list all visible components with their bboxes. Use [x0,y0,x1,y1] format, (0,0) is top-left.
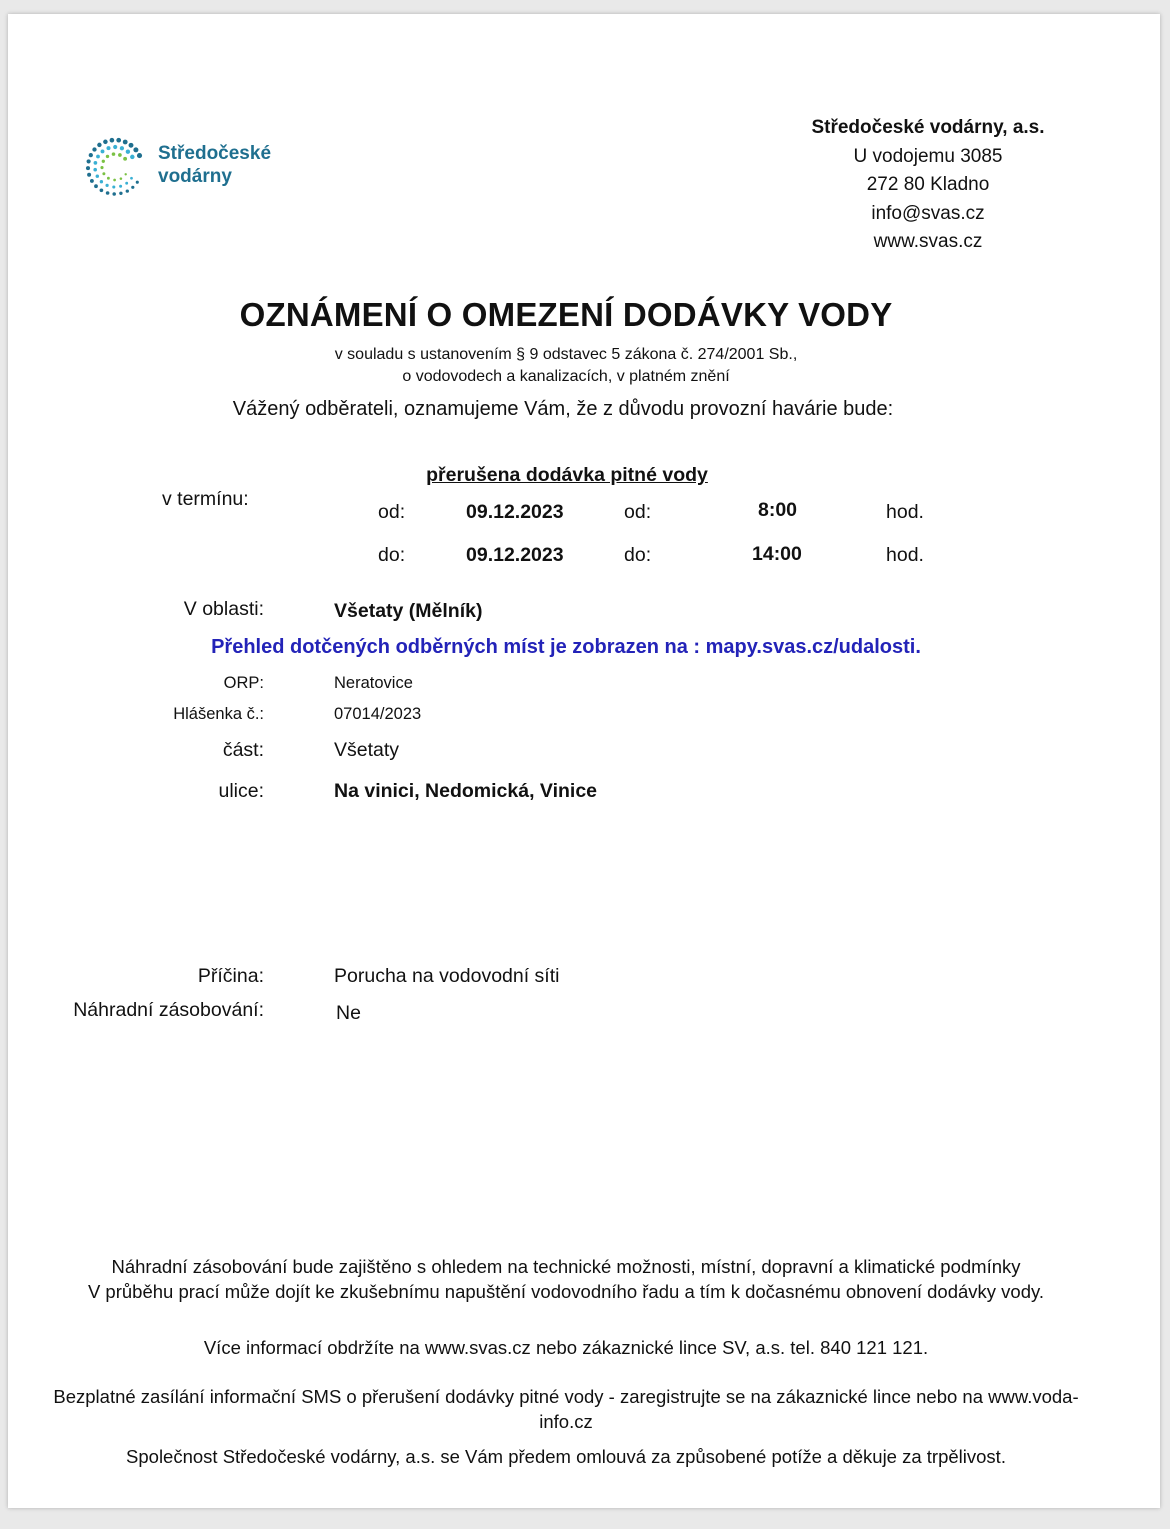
logo-dot [110,138,115,143]
term-label: v termínu: [162,488,249,510]
to-time: 14:00 [752,543,802,565]
footer-p1-line-2: V průběhu prací může dojít ke zkušebnímu napuštění vodovodního řadu a tím k dočasnému obnovení dodávky vody. [87,1280,1045,1302]
area-value: Všetaty (Mělník) [334,600,483,622]
logo-dot [106,191,110,195]
logo-dot [137,153,142,158]
from-time-label: od: [624,501,652,523]
from-date: 09.12.2023 [466,501,564,523]
report-label: Hlášenka č.: [173,705,264,723]
to-date-label: do: [378,544,406,566]
logo-line-2: vodárny [158,166,232,187]
logo-dot [92,147,96,151]
logo-dot [96,174,99,177]
logo-dot [102,172,105,175]
footer-paragraph-4: Společnost Středočeské vodárny, a.s. se Vám předem omlouvá za způsobené potíže a děkuje za trpělivost. [126,1446,1006,1467]
logo-dot [106,155,109,158]
street-label: ulice: [218,780,264,802]
logo-dot [87,173,91,177]
page-title: OZNÁMENÍ O OMEZENÍ DODÁVKY VODY [239,296,893,333]
to-time-label: do: [624,544,652,566]
notice-page [8,14,1160,1508]
logo-dot [119,185,122,188]
logo-dot [112,152,116,156]
logo-dot [112,185,115,188]
to-date: 09.12.2023 [466,544,564,566]
footer-paragraph-3: Bezplatné zasílání informační SMS o přerušení dodávky pitné vody - zaregistrujte se na zákaznické lince nebo na www.voda-info.cz [53,1386,1079,1432]
logo-dot [106,146,110,150]
logo-dot [96,155,100,159]
logo-dot [125,173,127,175]
logo-dot [119,192,122,195]
subtitle-line-1: v souladu s ustanovením § 9 odstavec 5 zákona č. 274/2001 Sb., [334,346,798,363]
part-value: Všetaty [334,739,400,761]
logo-dot [93,168,97,172]
logo-dot [86,166,90,170]
logo-dot [103,140,108,145]
logo-dot [90,179,94,183]
company-city: 272 80 Kladno [866,174,990,195]
logo-dot [130,155,134,159]
report-value: 07014/2023 [334,705,422,723]
subtitle-line-2: o vodovodech a kanalizacích, v platném znění [402,368,730,385]
logo-dot [101,149,105,153]
logo-dot [129,143,134,148]
cause-label: Příčina: [197,965,264,987]
logo-dot [113,145,117,149]
company-name: Středočeské vodárny, a.s. [811,117,1045,138]
logo-dot [118,153,122,157]
logo-dot [94,184,98,188]
company-street: U vodojemu 3085 [853,145,1003,167]
replacement-label: Náhradní zásobování: [73,999,264,1021]
cause-value: Porucha na vodovodní síti [334,965,560,987]
logo-dot [100,180,103,183]
logo-dot [107,177,110,180]
logo-dot [131,186,134,189]
logo-dot [126,150,130,154]
logo-dot [130,177,133,180]
logo-dot [136,181,139,184]
orp-value: Neratovice [334,674,413,692]
company-logo [80,134,300,204]
from-date-label: od: [378,501,406,523]
water-drops-logo-icon [80,134,150,204]
footer-p1-line-1: Náhradní zásobování bude zajištěno s ohledem na technické možnosti, místní, dopravní a klimatické podmínky [111,1256,1021,1277]
area-label: V oblasti: [183,598,264,620]
logo-dot [125,182,128,185]
footer-paragraph-2: Více informací obdržíte na www.svas.cz nebo zákaznické lince SV, a.s. tel. 840 121 121. [203,1337,929,1358]
logo-dot [126,189,129,192]
legal-subtitle [8,344,1124,388]
logo-line-1: Středočeské [158,143,272,164]
logo-dot [133,147,138,152]
logo-dot [120,146,124,150]
logo-dot [123,157,127,161]
logo-dot [97,143,101,147]
greeting-text: Vážený odběrateli, oznamujeme Vám, že z důvodu provozní havárie bude: [232,398,894,420]
logo-dot [100,166,103,169]
orp-label: ORP: [223,674,264,692]
from-time: 8:00 [758,499,798,521]
logo-dot [116,138,121,143]
logo-text [158,142,271,188]
company-address [768,114,1088,257]
logo-dot [120,177,123,180]
logo-dot [123,140,128,145]
logo-dot [100,188,104,192]
logo-dot [89,153,93,157]
map-link[interactable]: Přehled dotčených odběrných míst je zobrazen na : mapy.svas.cz/udalosti. [211,636,921,658]
replacement-value: Ne [336,1002,361,1024]
logo-dot [87,159,91,163]
part-label: část: [222,739,264,761]
company-email: info@svas.cz [871,202,985,224]
logo-dot [113,179,116,182]
logo-dot [102,160,105,163]
street-value: Na vinici, Nedomická, Vinice [334,780,598,802]
company-web: www.svas.cz [873,231,983,252]
interruption-heading: přerušena dodávka pitné vody [426,464,708,486]
logo-dot [94,161,98,165]
from-unit: hod. [886,501,924,523]
footer-paragraph-1 [38,1255,1094,1304]
logo-dot [112,192,116,196]
logo-dot [105,184,108,187]
to-unit: hod. [886,544,924,566]
